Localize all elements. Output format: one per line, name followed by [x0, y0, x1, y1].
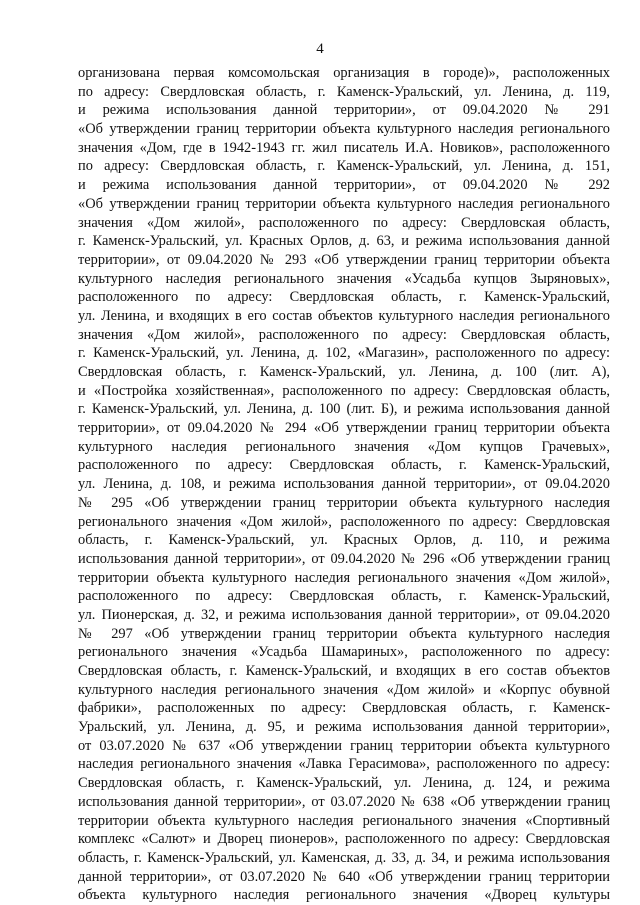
text-line: ул. Ленина, д. 108, и режима использования данной территории», от 09.04.2020 [78, 476, 610, 493]
text-line: расположенного по адресу: Свердловская область, г. Каменск-Уральский, [78, 289, 610, 306]
text-line: территории объекта культурного наследия регионального значения «Дом жилой», [78, 569, 610, 586]
text-line: Свердловская область, г. Каменск-Уральский, и входящих в его состав объектов [78, 663, 610, 679]
text-line: по адресу: Свердловская область, г. Каменск-Уральский, ул. Ленина, д. 151, [78, 158, 610, 175]
text-line: г. Каменск-Уральский, ул. Красных Орлов, д. 63, и режима использования данной [78, 233, 610, 250]
text-line: фабрики», расположенных по адресу: Свердловская область, г. Каменск- [78, 700, 610, 717]
text-line: по адресу: Свердловская область, г. Каменск-Уральский, ул. Ленина, д. 119, [78, 83, 610, 100]
text-line: объекта культурного наследия регионального значения «Дворец культуры [78, 887, 610, 904]
text-line: Свердловская область, г. Каменск-Уральский, ул. Ленина, д. 124, и режима [78, 775, 610, 792]
text-line: Свердловская область, г. Каменск-Уральский, ул. Ленина, д. 100 (лит. А), [78, 364, 610, 380]
text-line: и «Постройка хозяйственная», расположенного по адресу: Свердловская область, [78, 382, 610, 399]
text-line: данной территории», от 03.07.2020 № 640 «Об утверждении границ территории [78, 868, 610, 885]
text-line: использования данной территории», от 09.04.2020 № 296 «Об утверждении границ [78, 550, 610, 567]
text-line: № 297 «Об утверждении границ территории объекта культурного наследия [78, 625, 610, 642]
text-line: использования данной территории», от 03.07.2020 № 638 «Об утверждении границ [78, 793, 610, 810]
text-line: область, г. Каменск-Уральский, ул. Каменская, д. 33, д. 34, и режима использования [78, 849, 610, 866]
text-line: расположенного по адресу: Свердловская область, г. Каменск-Уральский, [78, 588, 610, 605]
text-line: г. Каменск-Уральский, ул. Ленина, д. 100 (лит. Б), и режима использования данной [78, 401, 610, 418]
body-text [78, 64, 610, 905]
text-line: «Об утверждении границ территории объекта культурного наследия регионального [78, 121, 610, 138]
text-line: территории», от 09.04.2020 № 293 «Об утверждении границ территории объекта [78, 251, 610, 268]
text-line: ул. Пионерская, д. 32, и режима использования данной территории», от 09.04.2020 [78, 606, 610, 623]
text-line: № 295 «Об утверждении границ территории объекта культурного наследия [78, 494, 610, 511]
text-line: территории объекта культурного наследия регионального значения «Спортивный [78, 812, 610, 829]
text-line: наследия регионального значения «Лавка Герасимова», расположенного по адресу: [78, 756, 610, 773]
text-line: значения «Дом жилой», расположенного по адресу: Свердловская область, [78, 214, 610, 231]
page-number: 4 [316, 41, 324, 57]
text-line: организована первая комсомольская организация в городе)», расположенных [78, 65, 610, 81]
text-line: и режима использования данной территории», от 09.04.2020 № 292 [78, 177, 610, 194]
text-line: территории», от 09.04.2020 № 294 «Об утверждении границ территории объекта [78, 420, 610, 437]
text-line: комплекс «Салют» и Дворец пионеров», расположенного по адресу: Свердловская [78, 831, 610, 848]
text-line: регионального значения «Усадьба Шамариных», расположенного по адресу: [78, 644, 610, 661]
text-line: культурного наследия регионального значения «Усадьба купцов Зыряновых», [78, 270, 610, 287]
text-line: и режима использования данной территории», от 09.04.2020 № 291 [78, 102, 610, 119]
text-line: регионального значения «Дом жилой», расположенного по адресу: Свердловская [78, 513, 610, 530]
text-line: значения «Дом жилой», расположенного по адресу: Свердловская область, [78, 326, 610, 343]
text-line: «Об утверждении границ территории объекта культурного наследия регионального [78, 195, 610, 212]
text-line: Уральский, ул. Ленина, д. 95, и режима использования данной территории», [78, 719, 610, 736]
text-line: значения «Дом, где в 1942-1943 гг. жил писатель И.А. Новиков», расположенного [78, 139, 610, 156]
text-line: ул. Ленина, и входящих в его состав объектов культурного наследия регионального [78, 307, 610, 324]
text-line: область, г. Каменск-Уральский, ул. Красных Орлов, д. 110, и режима [78, 532, 610, 549]
text-line: г. Каменск-Уральский, ул. Ленина, д. 102, «Магазин», расположенного по адресу: [78, 345, 610, 362]
text-line: от 03.07.2020 № 637 «Об утверждении границ территории объекта культурного [78, 737, 610, 754]
text-line: культурного наследия регионального значения «Дом жилой» и «Корпус обувной [78, 681, 610, 698]
text-line: культурного наследия регионального значения «Дом купцов Грачевых», [78, 438, 610, 455]
text-line: расположенного по адресу: Свердловская область, г. Каменск-Уральский, [78, 457, 610, 474]
